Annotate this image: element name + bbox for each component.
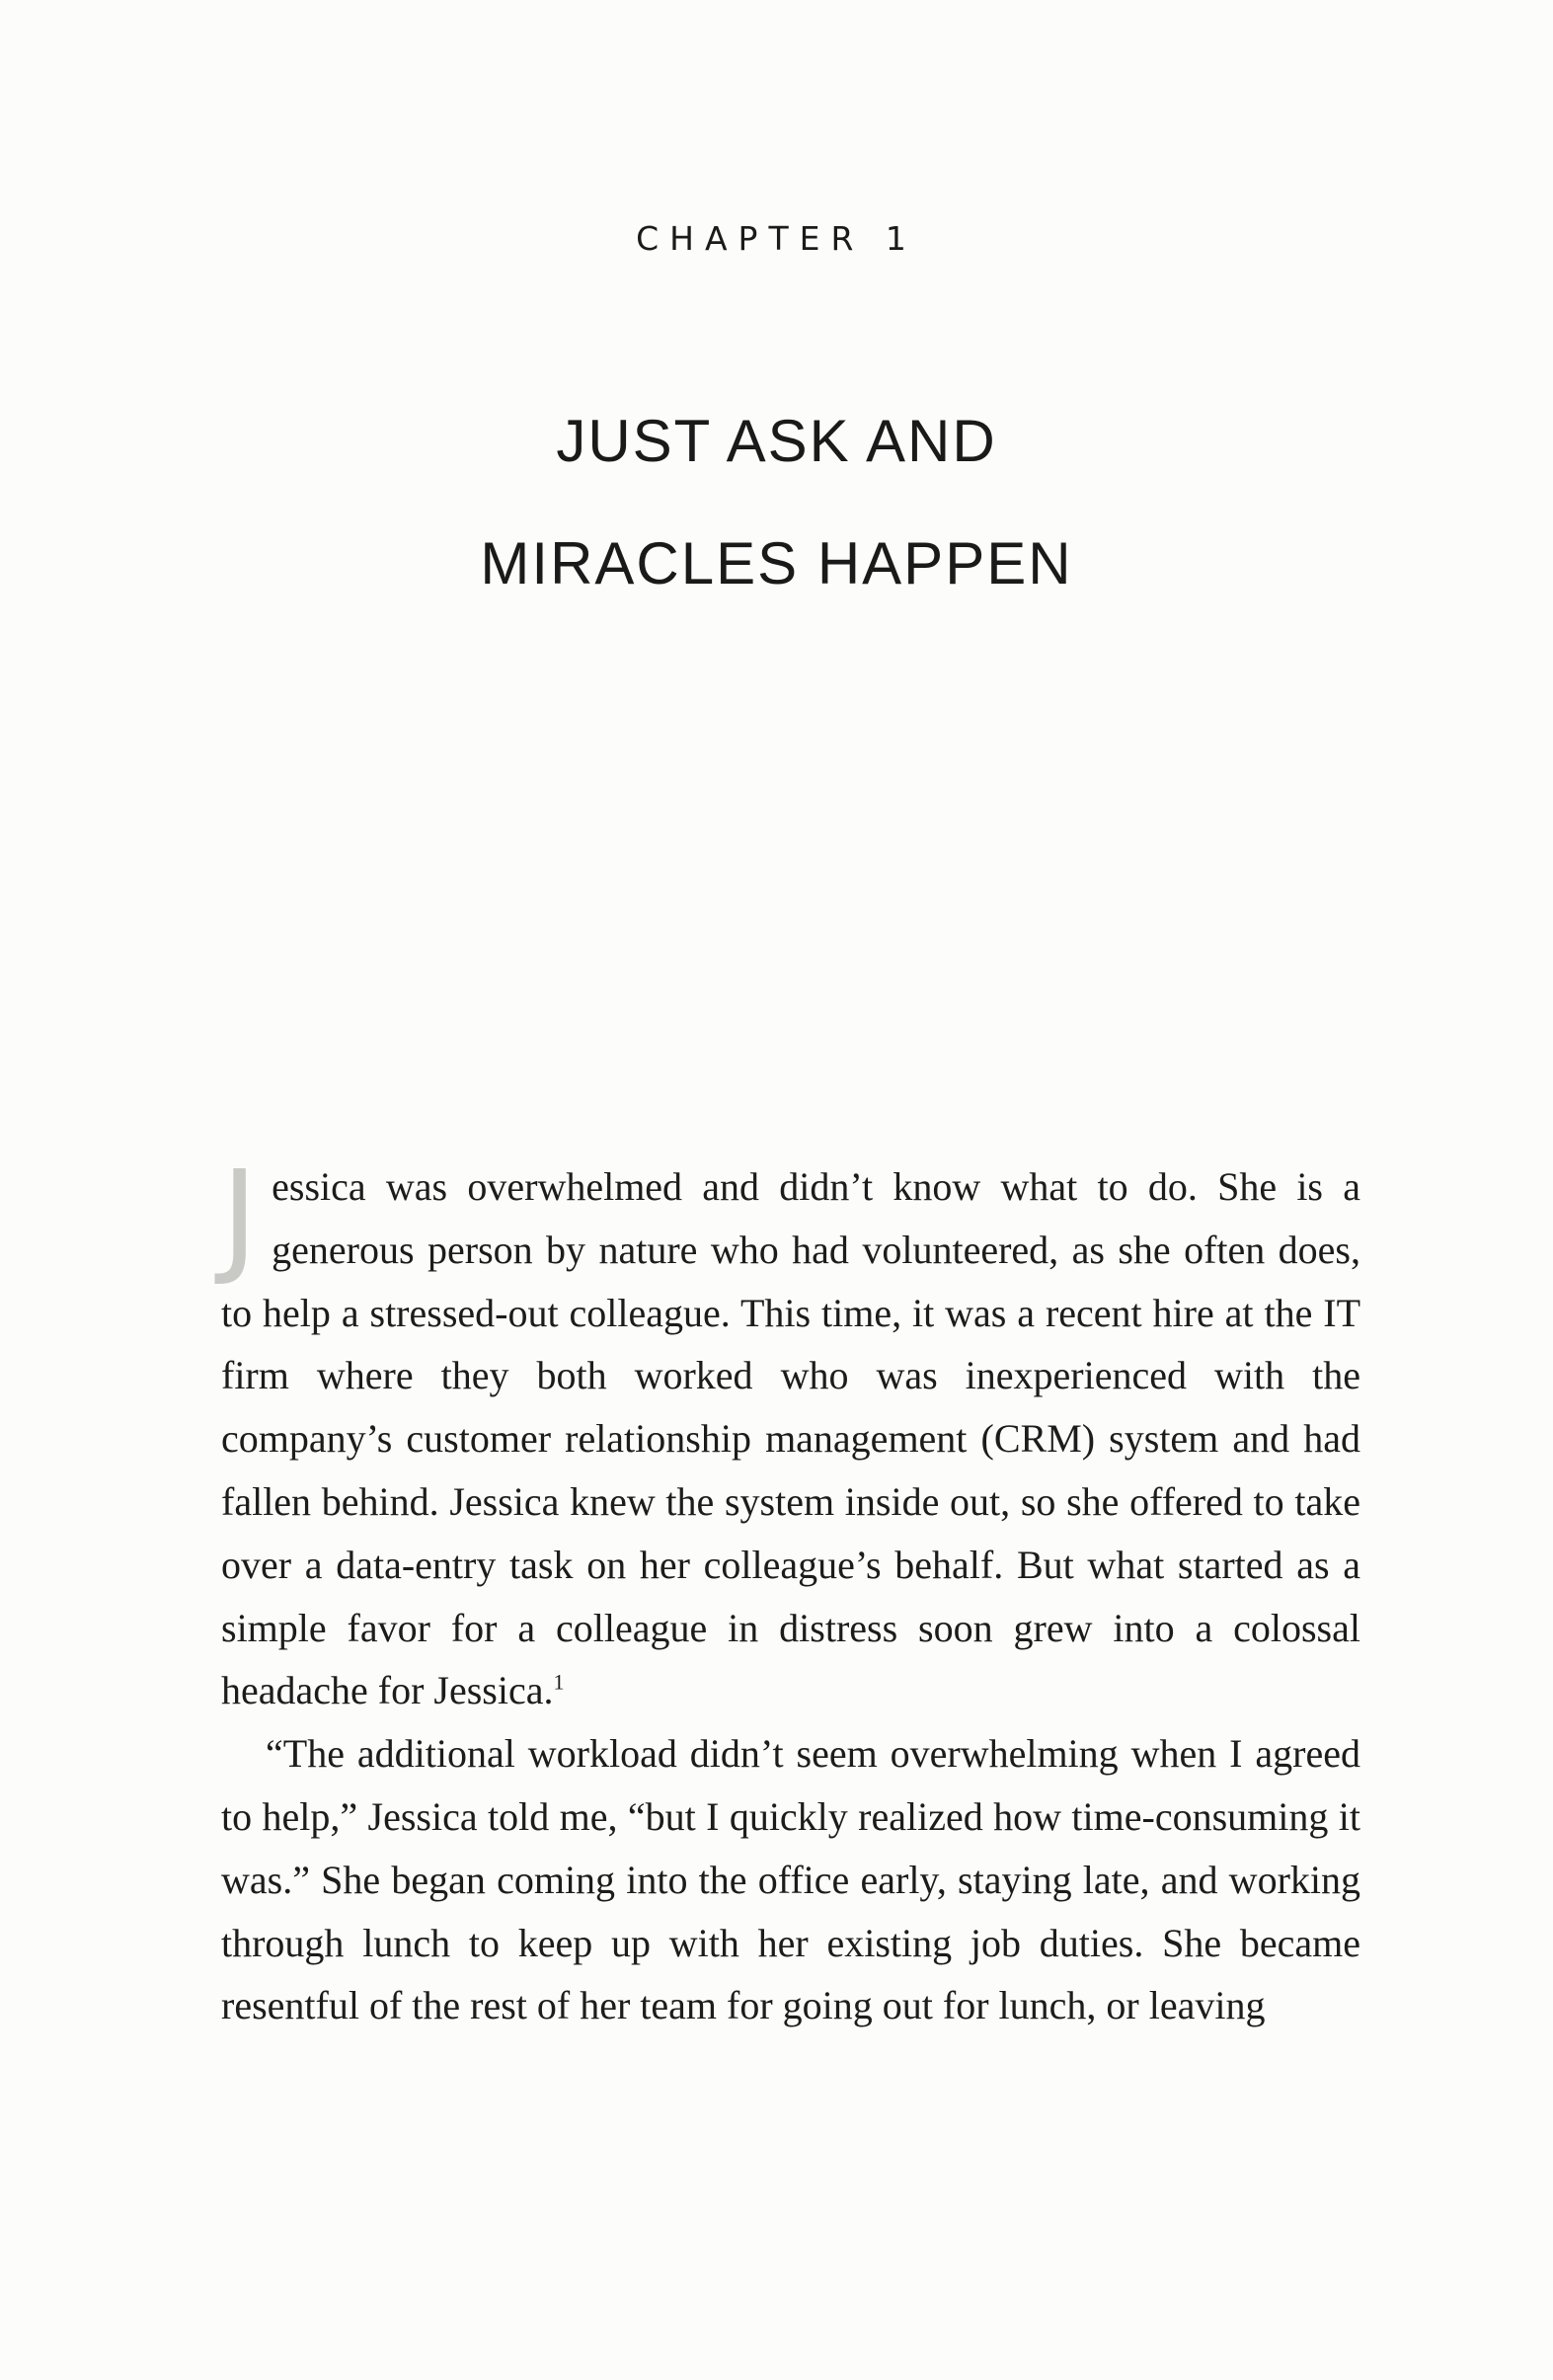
chapter-title-line-2: MIRACLES HAPPEN bbox=[480, 530, 1073, 596]
footnote-marker[interactable]: 1 bbox=[553, 1670, 565, 1696]
chapter-title bbox=[0, 380, 1553, 625]
drop-cap: J bbox=[221, 1144, 259, 1289]
paragraph-2: “The additional workload didn’t seem overwhelming when I agreed to help,” Jessica told me, “but I quickly realized how time-consuming it was.” She began coming into the office early, staying late, and working through lunch to keep up with her existing job duties. She became resentful of the rest of her team for going out for lunch, or leaving bbox=[221, 1731, 1360, 2028]
chapter-label: CHAPTER 1 bbox=[636, 219, 917, 258]
paragraph-1-text: essica was overwhelmed and didn’t know what to do. She is a generous person by nature who had volunteered, as she often does, to help a stressed-out colleague. This time, it was a recent hire at the IT firm where they both worked who was inexperienced with the company’s customer relationship management (CRM) system and had fallen behind. Jessica knew the system inside out, so she offered to take over a data-entry task on her colleague’s behalf. But what started as a simple favor for a colleague in distress soon grew into a colossal headache for Jessica. bbox=[221, 1164, 1360, 1713]
chapter-title-line-1: JUST ASK AND bbox=[556, 408, 997, 474]
chapter-body bbox=[221, 1144, 1360, 2037]
paragraph-1 bbox=[221, 1144, 1360, 1722]
